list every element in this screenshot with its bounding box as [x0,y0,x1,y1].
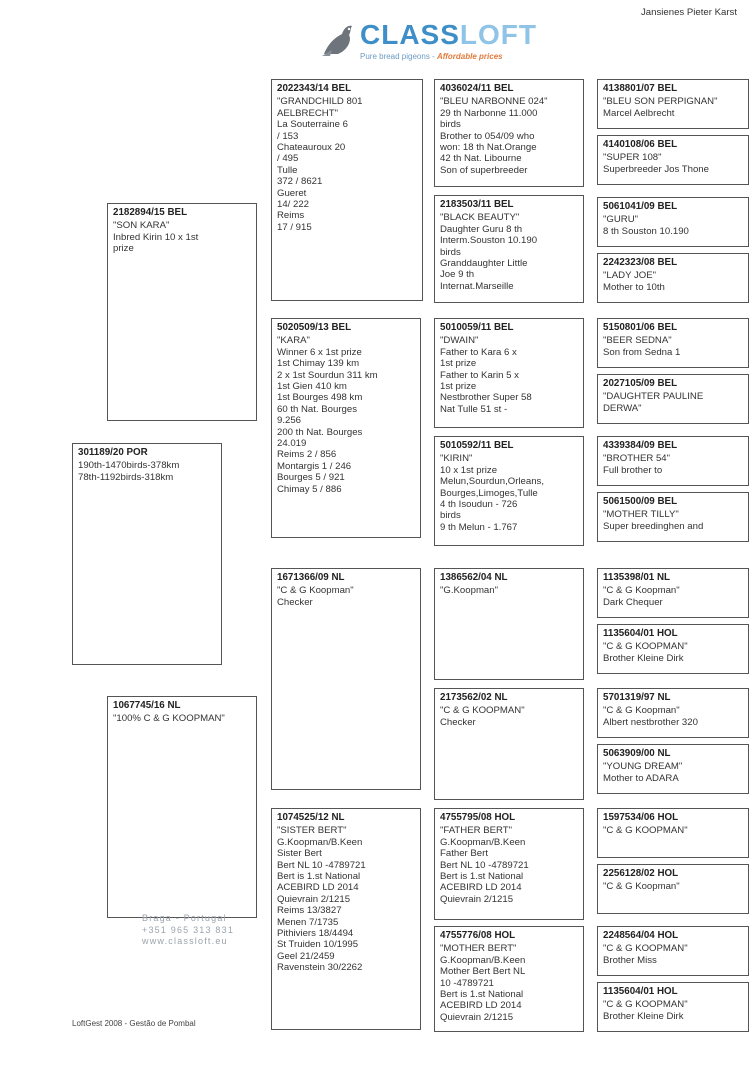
pedigree-line: 4 th Isoudun - 726 [440,499,518,511]
contact-location: Braga - Portugal [142,913,227,923]
pedigree-line: Quievrain 2/1215 [440,893,514,905]
ring-number: 2027105/09 BEL [603,378,678,389]
pedigree-box [107,696,257,918]
ring-number: 1074525/12 NL [277,812,345,823]
pedigree-line: 190th-1470birds-378km [78,460,180,472]
pedigree-line: Super breedinghen and [603,520,704,532]
ring-number: 1135398/01 NL [603,572,670,583]
pedigree-line: 10 -4789721 [440,977,494,989]
pedigree-line: G.Koopman/B.Keen [277,836,363,848]
pedigree-line: "C & G Koopman" [603,705,680,717]
ring-number: 5063909/00 NL [603,748,671,759]
pedigree-line: Bert is 1.st National [440,871,524,883]
pedigree-line: "BLACK BEAUTY" [440,212,520,224]
pedigree-line: Winner 6 x 1st prize [277,346,362,358]
pedigree-line: Interm.Souston 10.190 [440,235,538,247]
pigeon-icon [318,20,358,60]
pedigree-line: "KARA" [277,335,310,347]
pedigree-box [597,688,749,738]
pedigree-line: "MOTHER TILLY" [603,509,679,521]
pedigree-line: Daughter Guru 8 th [440,223,523,235]
pedigree-line: Chateauroux 20 [277,142,346,154]
pedigree-line: 2 x 1st Sourdun 311 km [277,369,378,381]
classloft-logo [318,18,537,68]
pedigree-box [271,318,421,538]
pedigree-line: Tulle [277,164,298,176]
pedigree-line: Reims 13/3827 [277,905,342,917]
pedigree-line: Mother to 10th [603,281,665,293]
pedigree-line: 9.256 [277,415,302,427]
pedigree-line: Ravenstein 30/2262 [277,962,363,974]
pedigree-line: 8 th Souston 10.190 [603,225,689,237]
pedigree-line: Montargis 1 / 246 [277,460,352,472]
pedigree-box [597,492,749,542]
pedigree-line: "G.Koopman" [440,585,499,597]
pedigree-box [597,624,749,674]
pedigree-line: "C & G Koopman" [603,585,680,597]
pedigree-line: "C & G Koopman" [277,585,354,597]
pedigree-line: "YOUNG DREAM" [603,761,683,773]
ring-number: 1135604/01 HOL [603,986,678,997]
pedigree-box [597,864,749,914]
pedigree-line: "BROTHER 54" [603,453,671,465]
pedigree-line: ACEBIRD LD 2014 [440,882,522,894]
ring-number: 301189/20 POR [78,447,148,458]
ring-number: 4138801/07 BEL [603,83,678,94]
ring-number: 5150801/06 BEL [603,322,678,333]
pedigree-box [597,926,749,976]
pedigree-box [597,744,749,794]
pedigree-box [434,318,584,428]
pedigree-line: 1st prize [440,358,477,370]
pedigree-line: La Souterraine 6 [277,119,348,131]
pedigree-line: 24.019 [277,438,307,450]
footer-credit: LoftGest 2008 - Gestão de Pombal [72,1019,196,1028]
contact-info [142,913,234,948]
pedigree-line: 29 th Narbonne 11.000 [440,107,538,119]
pedigree-box [434,436,584,546]
pedigree-line: "LADY JOE" [603,270,657,282]
pedigree-line: Dark Chequer [603,596,663,608]
pedigree-line: "GRANDCHILD 801 [277,96,363,108]
pedigree-line: 17 / 915 [277,221,312,233]
pedigree-line: "SISTER BERT" [277,825,347,837]
pedigree-line: Melun,Sourdun,Orleans, [440,476,544,488]
ring-number: 1135604/01 HOL [603,628,678,639]
pedigree-line: G.Koopman/B.Keen [440,954,526,966]
pedigree-line: / 495 [277,153,299,165]
pedigree-box [597,568,749,618]
pedigree-box [434,568,584,680]
pedigree-line: AELBRECHT" [277,107,338,119]
pedigree-line: 78th-1192birds-318km [78,471,174,483]
pedigree-line: 14/ 222 [277,199,310,211]
pedigree-line: "GURU" [603,214,639,226]
pedigree-line: 372 / 8621 [277,176,323,188]
pedigree-line: ACEBIRD LD 2014 [440,1000,522,1012]
pedigree-line: Checker [440,716,476,728]
pedigree-box [597,318,749,368]
pedigree-box [597,982,749,1032]
pedigree-line: 1st Bourges 498 km [277,392,363,404]
pedigree-line: won: 18 th Nat.Orange [440,142,537,154]
pedigree-line: Internat.Marseille [440,280,514,292]
pedigree-line: Brother to 054/09 who [440,130,535,142]
pedigree-line: Quievrain 2/1215 [277,893,351,905]
pedigree-line: Mother to ADARA [603,772,679,784]
pedigree-box [597,436,749,486]
ring-number: 5020509/13 BEL [277,322,352,333]
pedigree-line: Chimay 5 / 886 [277,483,342,495]
pedigree-line: 1st Chimay 139 km [277,358,360,370]
pedigree-line: "BLEU NARBONNE 024" [440,96,548,108]
pedigree-line: prize [113,243,134,255]
pedigree-line: Inbred Kirin 10 x 1st [113,231,199,243]
pedigree-line: Bourges 5 / 921 [277,472,345,484]
pedigree-line: Bert is 1.st National [440,989,524,1001]
pedigree-line: "BLEU SON PERPIGNAN" [603,96,718,108]
ring-number: 5010059/11 BEL [440,322,514,333]
pedigree-line: Joe 9 th [440,269,475,281]
pedigree-line: Mother Bert Bert NL [440,966,526,978]
pedigree-line: DERWA" [603,402,642,414]
pedigree-line: "DWAIN" [440,335,479,347]
ring-number: 5701319/97 NL [603,692,671,703]
pedigree-line: Son of superbreeder [440,164,528,176]
ring-number: 5061500/09 BEL [603,496,678,507]
pedigree-line: Brother Miss [603,954,657,966]
pedigree-line: Quievrain 2/1215 [440,1011,514,1023]
pedigree-line: Albert nestbrother 320 [603,716,698,728]
pedigree-line: "SON KARA" [113,220,170,232]
pedigree-box [271,808,421,1030]
ring-number: 5010592/11 BEL [440,440,514,451]
pedigree-box [434,926,584,1032]
pedigree-line: "C & G KOOPMAN" [603,825,688,837]
ring-number: 2248564/04 HOL [603,930,679,941]
pedigree-box [597,197,749,247]
pedigree-box [434,195,584,303]
pedigree-line: "FATHER BERT" [440,825,513,837]
pedigree-line: Granddaughter Little [440,258,528,270]
pedigree-line: St Truiden 10/1995 [277,939,359,951]
pedigree-line: G.Koopman/B.Keen [440,836,526,848]
pedigree-line: 9 th Melun - 1.767 [440,521,518,533]
ring-number: 4339384/09 BEL [603,440,678,451]
pedigree-box [597,808,749,858]
pedigree-box [597,374,749,424]
pedigree-line: 1st Gien 410 km [277,381,347,393]
pedigree-line: Father Bert [440,848,488,860]
pedigree-line: birds [440,119,461,131]
pedigree-line: Reims [277,210,305,222]
pedigree-line: Bourges,Limoges,Tulle [440,487,538,499]
pedigree-line: Son from Sedna 1 [603,346,681,358]
pedigree-line: Gueret [277,187,307,199]
pedigree-line: "DAUGHTER PAULINE [603,391,704,403]
pedigree-line: "KIRIN" [440,453,473,465]
owner-name: Jansienes Pieter Karst [641,7,737,18]
ring-number: 2256128/02 HOL [603,868,679,879]
pedigree-line: Bert NL 10 -4789721 [277,859,366,871]
pedigree-line: Marcel Aelbrecht [603,107,675,119]
brand-tagline: Pure bread pigeons - Affordable prices [360,52,503,61]
pedigree-box [72,443,222,665]
ring-number: 5061041/09 BEL [603,201,678,212]
pedigree-line: Full brother to [603,464,663,476]
ring-number: 4755776/08 HOL [440,930,516,941]
pedigree-line: "C & G KOOPMAN" [603,641,688,653]
brand-name: CLASSLOFT [360,19,537,50]
pedigree-line: 60 th Nat. Bourges [277,403,357,415]
pedigree-line: Bert NL 10 -4789721 [440,859,529,871]
pedigree-box [597,135,749,185]
pedigree-line: 10 x 1st prize [440,464,498,476]
contact-phone: +351 965 313 831 [142,924,235,935]
pedigree-line: "C & G KOOPMAN" [603,999,688,1011]
ring-number: 2242323/08 BEL [603,257,678,268]
pedigree-line: "BEER SEDNA" [603,335,672,347]
pedigree-box [434,688,584,800]
pedigree-line: Menen 7/1735 [277,916,339,928]
pedigree-line: "MOTHER BERT" [440,943,517,955]
ring-number: 1067745/16 NL [113,700,181,711]
pedigree-box [271,79,423,301]
pedigree-line: ACEBIRD LD 2014 [277,882,359,894]
ring-number: 1386562/04 NL [440,572,508,583]
pedigree-line: Superbreeder Jos Thone [603,163,709,175]
pedigree-line: "100% C & G KOOPMAN" [113,713,225,725]
contact-website: www.classloft.eu [142,936,228,946]
ring-number: 2182894/15 BEL [113,207,188,218]
pedigree-line: "SUPER 108" [603,152,662,164]
pedigree-line: "C & G KOOPMAN" [603,943,688,955]
pedigree-line: Brother Kleine Dirk [603,1010,684,1022]
pedigree-line: Reims 2 / 856 [277,449,337,461]
pedigree-box [434,808,584,920]
ring-number: 2183503/11 BEL [440,199,514,210]
ring-number: 1597534/06 HOL [603,812,679,823]
pedigree-box [597,79,749,129]
pedigree-box [271,568,421,790]
pedigree-box [434,79,584,187]
pedigree-line: Geel 21/2459 [277,950,335,962]
pedigree-line: Father to Karin 5 x [440,369,519,381]
pedigree-line: "C & G Koopman" [603,881,680,893]
ring-number: 4755795/08 HOL [440,812,516,823]
ring-number: 2173562/02 NL [440,692,508,703]
pedigree-line: 200 th Nat. Bourges [277,426,363,438]
pedigree-line: / 153 [277,130,299,142]
pedigree-line: birds [440,246,461,258]
ring-number: 1671366/09 NL [277,572,345,583]
pedigree-line: Checker [277,596,313,608]
pedigree-line: 42 th Nat. Libourne [440,153,522,165]
pedigree-line: 1st prize [440,381,477,393]
pedigree-line: Nat Tulle 51 st - [440,403,508,415]
pedigree-line: birds [440,510,461,522]
ring-number: 4036024/11 BEL [440,83,514,94]
pedigree-line: "C & G KOOPMAN" [440,705,525,717]
pedigree-box [107,203,257,421]
pedigree-line: Brother Kleine Dirk [603,652,684,664]
pedigree-line: Father to Kara 6 x [440,346,517,358]
pedigree-line: Sister Bert [277,848,322,860]
pedigree-line: Pithiviers 18/4494 [277,928,354,940]
pedigree-line: Bert is 1.st National [277,871,361,883]
pedigree-line: Nestbrother Super 58 [440,392,532,404]
pedigree-box [597,253,749,303]
ring-number: 2022343/14 BEL [277,83,352,94]
ring-number: 4140108/06 BEL [603,139,678,150]
